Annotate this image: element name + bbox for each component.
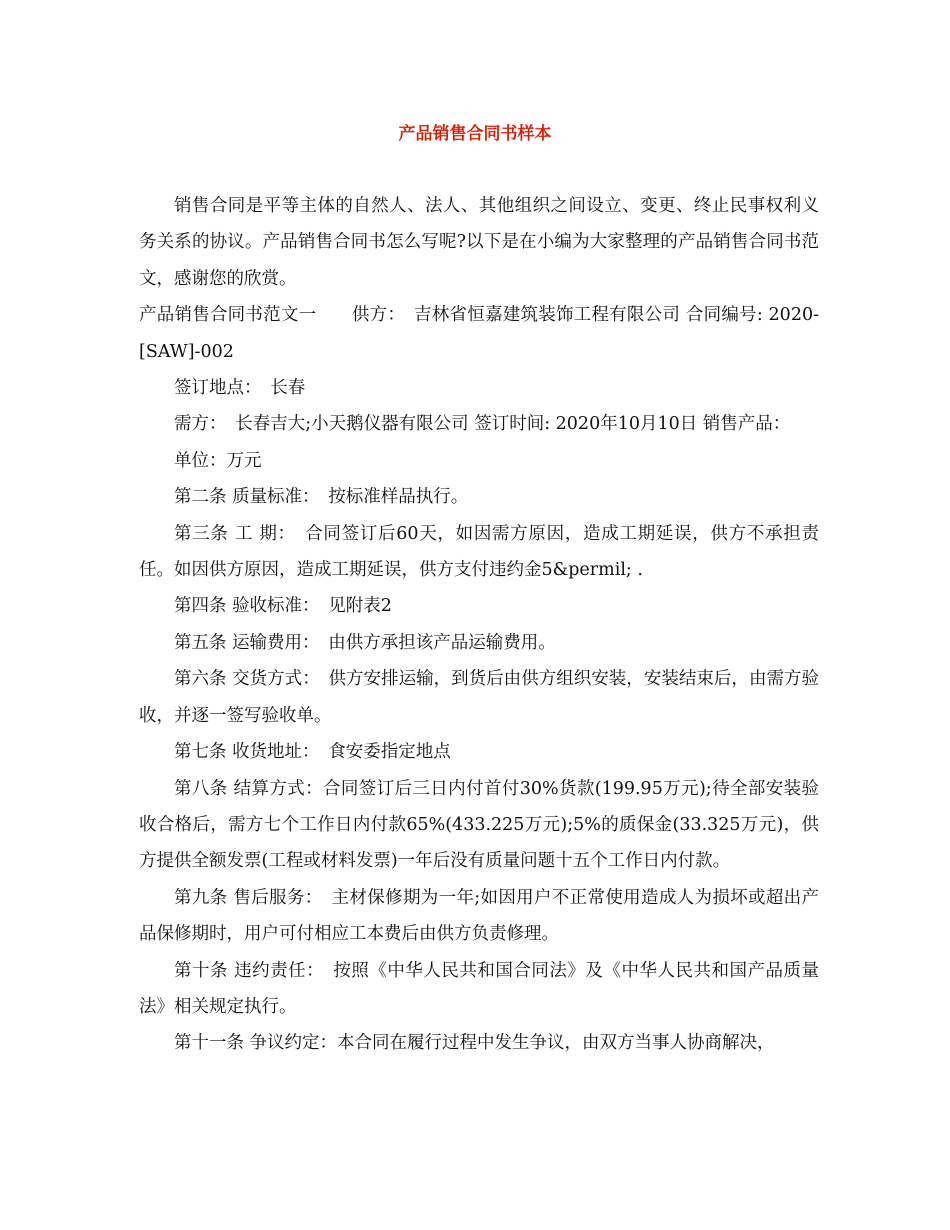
clause-11-paragraph: 第十一条 争议约定：本合同在履行过程中发生争议，由双方当事人协商解决， [174, 1033, 775, 1054]
buyer-paragraph: 需方： 长春吉大;小天鹅仪器有限公司 签订时间: 2020年10月10日 销售产品： [174, 414, 791, 435]
clause-4-paragraph: 第四条 验收标准： 见附表2 [174, 596, 392, 617]
signing-place-paragraph: 签订地点： 长春 [174, 378, 306, 399]
clause-6-paragraph: 第六条 交货方式： 供方安排运输，到货后由供方组织安装，安装结束后，由需方验收，并逐一签写验收单。 [139, 669, 819, 726]
clause-2-paragraph: 第二条 质量标准： 按标准样品执行。 [174, 487, 469, 508]
clause-8-paragraph: 第八条 结算方式：合同签订后三日内付首付30%货款(199.95万元);待全部安装验收合格后，需方七个工作日内付款65%(433.225万元);5%的质保金(33.325万元)，供方提供全额发票(工程或材料发票)一年后没有质量问题十五个工作日内付款。 [139, 778, 819, 872]
clause-10-paragraph: 第十条 违约责任： 按照《中华人民共和国合同法》及《中华人民共和国产品质量法》相关规定执行。 [139, 960, 819, 1017]
clause-9-paragraph: 第九条 售后服务： 主材保修期为一年;如因用户不正常使用造成人为损坏或超出产品保修期时，用户可付相应工本费后由供方负责修理。 [139, 887, 819, 945]
intro-paragraph: 销售合同是平等主体的自然人、法人、其他组织之间设立、变更、终止民事权利义务关系的协议。产品销售合同书怎么写呢?以下是在小编为大家整理的产品销售合同书范文，感谢您的欣赏。 [139, 196, 819, 289]
clause-5-paragraph: 第五条 运输费用： 由供方承担该产品运输费用。 [174, 632, 556, 653]
clause-7-paragraph: 第七条 收货地址： 食安委指定地点 [174, 742, 451, 763]
supplier-paragraph: 产品销售合同书范文一 供方： 吉林省恒嘉建筑装饰工程有限公司 合同编号: 2020-[SAW]-002 [139, 305, 819, 362]
clause-3-paragraph: 第三条 工 期： 合同签订后60天，如因需方原因，造成工期延误，供方不承担责任。如因供方原因，造成工期延误，供方支付违约金5&permil; . [139, 523, 819, 581]
document-title: 产品销售合同书样本 [398, 124, 552, 144]
unit-paragraph: 单位：万元 [174, 450, 262, 471]
document-body [139, 188, 819, 1062]
